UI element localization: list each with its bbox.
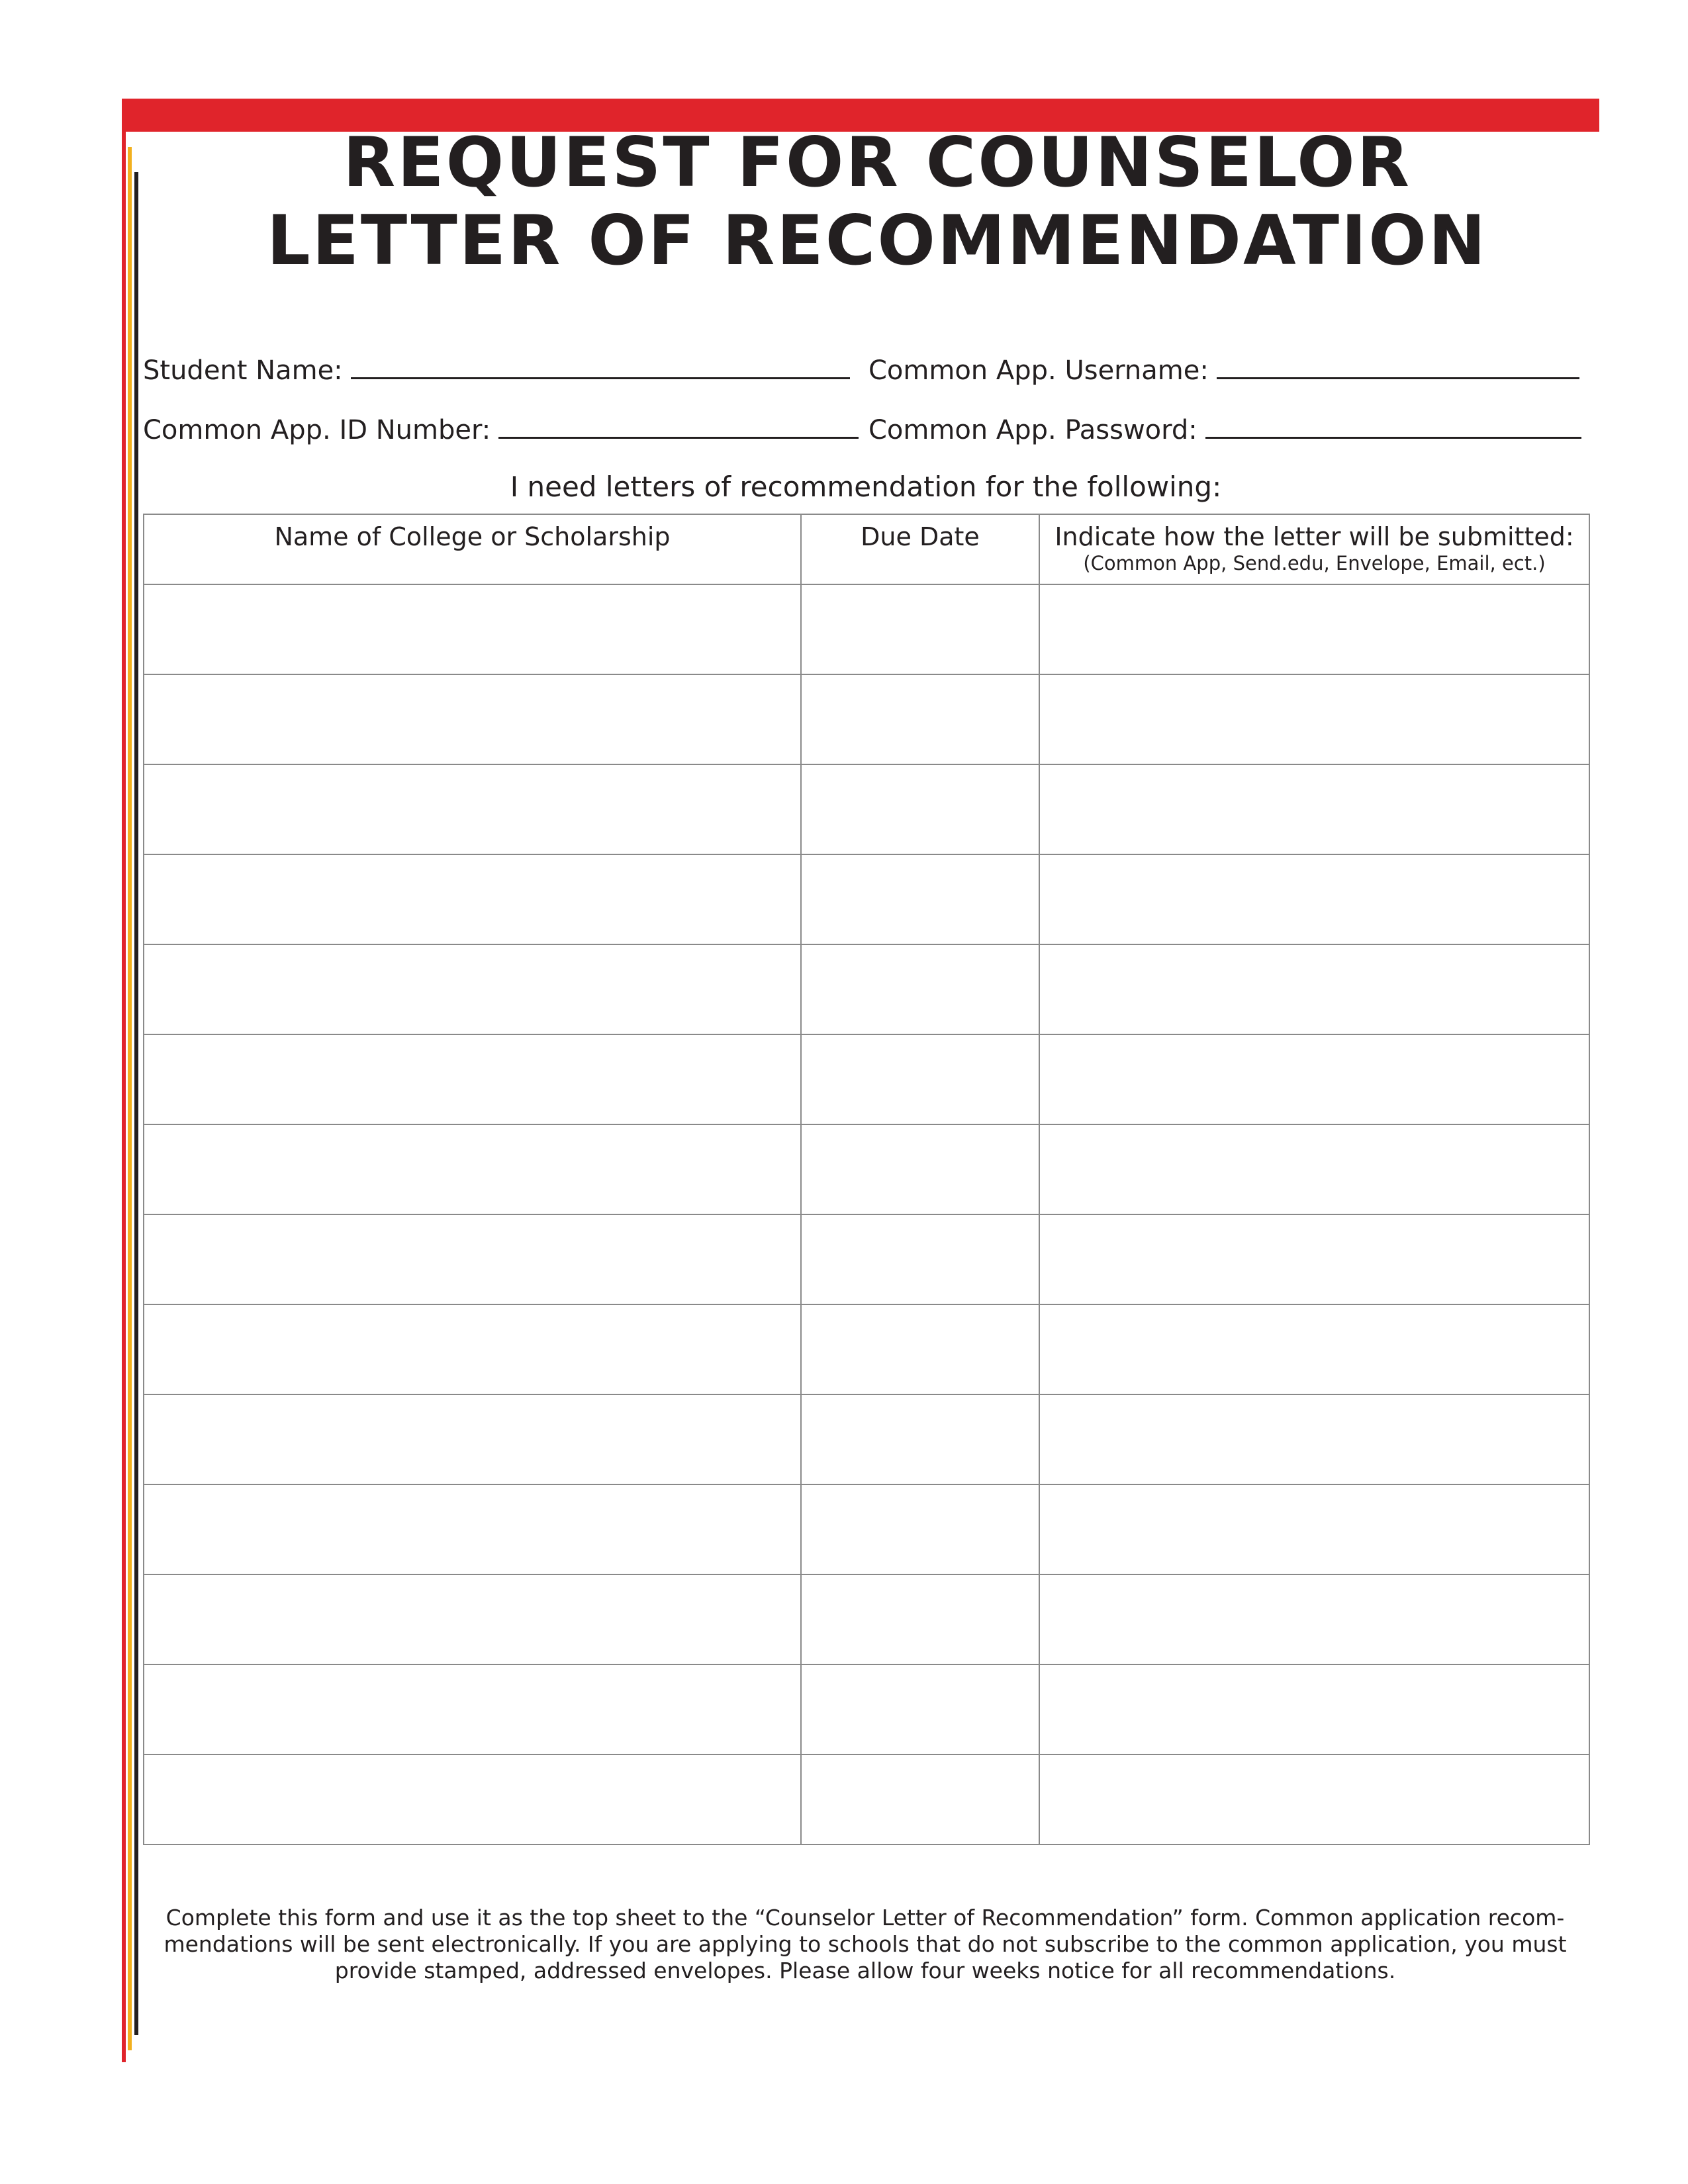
common-app-id-label: Common App. ID Number:	[143, 415, 491, 445]
table-body	[144, 584, 1589, 1844]
student-name-field	[143, 351, 850, 387]
due-date-cell[interactable]	[801, 1304, 1039, 1394]
college-name-cell[interactable]	[144, 674, 801, 764]
left-yellow-stripe	[128, 147, 132, 2050]
college-name-cell[interactable]	[144, 1484, 801, 1574]
common-app-password-input-line[interactable]	[1205, 410, 1581, 439]
due-date-cell[interactable]	[801, 764, 1039, 854]
college-column-header: Name of College or Scholarship	[144, 514, 801, 584]
submission-method-cell[interactable]	[1039, 1034, 1589, 1124]
table-row	[144, 1394, 1589, 1484]
table-row	[144, 584, 1589, 674]
footer-line: Complete this form and use it as the top sheet to the “Counselor Letter of Recommendation” form. Common application recom-	[165, 1905, 1565, 1931]
table-instruction: I need letters of recommendation for the following:	[510, 471, 1222, 503]
table-row	[144, 1034, 1589, 1124]
college-name-cell[interactable]	[144, 944, 801, 1034]
common-app-id-field	[143, 410, 859, 447]
college-name-cell[interactable]	[144, 854, 801, 944]
due-date-cell[interactable]	[801, 1754, 1039, 1844]
table-row	[144, 764, 1589, 854]
due-date-cell[interactable]	[801, 944, 1039, 1034]
submission-method-cell[interactable]	[1039, 1664, 1589, 1754]
due-date-cell[interactable]	[801, 1664, 1039, 1754]
college-name-cell[interactable]	[144, 1034, 801, 1124]
page-title-line-1: REQUEST FOR COUNSELOR	[343, 123, 1411, 203]
table-row	[144, 674, 1589, 764]
due-date-cell[interactable]	[801, 1574, 1039, 1664]
college-name-cell[interactable]	[144, 764, 801, 854]
due-date-cell[interactable]	[801, 1214, 1039, 1304]
college-name-cell[interactable]	[144, 1754, 801, 1844]
due-date-cell[interactable]	[801, 584, 1039, 674]
table-row	[144, 1754, 1589, 1844]
student-name-input-line[interactable]	[351, 351, 850, 379]
due-date-cell[interactable]	[801, 1124, 1039, 1214]
due-date-column-header: Due Date	[801, 514, 1039, 584]
submission-header-note: (Common App, Send.edu, Envelope, Email, ect.)	[1083, 552, 1546, 574]
submission-method-cell[interactable]	[1039, 1484, 1589, 1574]
table-row	[144, 944, 1589, 1034]
submission-method-cell[interactable]	[1039, 674, 1589, 764]
submission-method-cell[interactable]	[1039, 944, 1589, 1034]
submission-column-header	[1039, 514, 1589, 584]
submission-method-cell[interactable]	[1039, 1574, 1589, 1664]
table-row	[144, 1304, 1589, 1394]
college-name-cell[interactable]	[144, 584, 801, 674]
page-title-line-2: LETTER OF RECOMMENDATION	[266, 201, 1488, 281]
common-app-username-input-line[interactable]	[1217, 351, 1579, 379]
submission-header-label: Indicate how the letter will be submitted:	[1055, 522, 1574, 551]
table-row	[144, 1214, 1589, 1304]
table-header-row	[144, 514, 1589, 584]
common-app-username-field	[868, 351, 1579, 387]
submission-method-cell[interactable]	[1039, 1214, 1589, 1304]
due-date-cell[interactable]	[801, 854, 1039, 944]
due-date-cell[interactable]	[801, 1034, 1039, 1124]
submission-method-cell[interactable]	[1039, 854, 1589, 944]
common-app-username-label: Common App. Username:	[868, 355, 1209, 386]
college-name-cell[interactable]	[144, 1304, 801, 1394]
footer-line: provide stamped, addressed envelopes. Please allow four weeks notice for all recommendations.	[334, 1958, 1396, 1983]
recommendation-table	[143, 514, 1590, 1845]
table-row	[144, 1664, 1589, 1754]
college-name-cell[interactable]	[144, 1394, 801, 1484]
submission-method-cell[interactable]	[1039, 1394, 1589, 1484]
submission-method-cell[interactable]	[1039, 1304, 1589, 1394]
common-app-id-input-line[interactable]	[498, 410, 859, 439]
college-name-cell[interactable]	[144, 1574, 801, 1664]
due-date-cell[interactable]	[801, 1484, 1039, 1574]
common-app-password-label: Common App. Password:	[868, 415, 1197, 445]
college-name-cell[interactable]	[144, 1124, 801, 1214]
submission-method-cell[interactable]	[1039, 764, 1589, 854]
submission-method-cell[interactable]	[1039, 584, 1589, 674]
college-name-cell[interactable]	[144, 1664, 801, 1754]
submission-method-cell[interactable]	[1039, 1754, 1589, 1844]
table-row	[144, 1484, 1589, 1574]
due-date-cell[interactable]	[801, 674, 1039, 764]
due-date-cell[interactable]	[801, 1394, 1039, 1484]
footer-line: mendations will be sent electronically. If you are applying to schools that do not subscribe to the common application, you must	[164, 1931, 1567, 1957]
table-row	[144, 1574, 1589, 1664]
table-row	[144, 854, 1589, 944]
common-app-password-field	[868, 410, 1581, 447]
submission-method-cell[interactable]	[1039, 1124, 1589, 1214]
footer-instructions	[154, 1905, 1577, 1984]
left-black-stripe	[134, 172, 138, 2035]
college-name-cell[interactable]	[144, 1214, 801, 1304]
student-name-label: Student Name:	[143, 355, 343, 386]
left-red-stripe	[122, 99, 126, 2062]
table-row	[144, 1124, 1589, 1214]
